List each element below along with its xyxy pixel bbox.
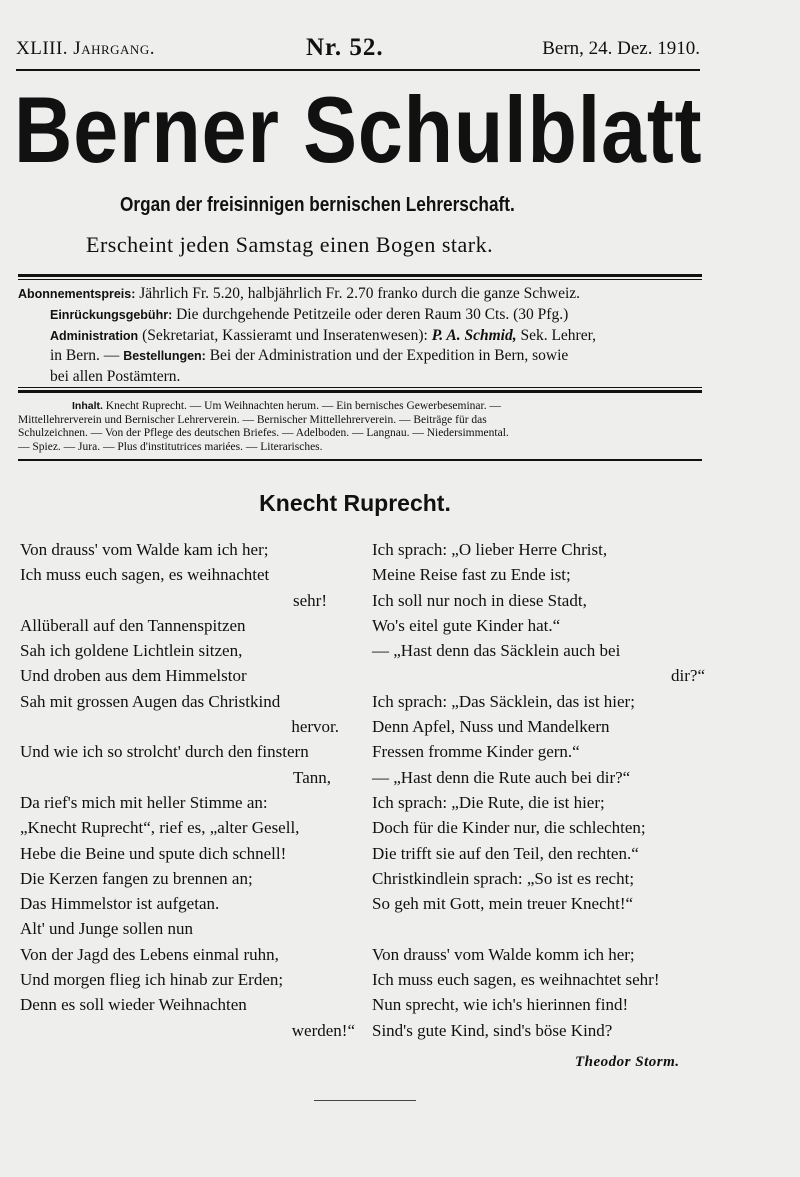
ein-text: Die durchgehende Petitzeile oder deren Raum 30 Cts. (30 Pfg.) [176, 305, 569, 323]
volume-label: XLIII. Jahrgang. [16, 38, 155, 59]
poem-line: Die Kerzen fangen zu brennen an; [20, 868, 253, 888]
poem-line: — „Hast denn das Säcklein auch bei [372, 641, 621, 661]
poem-line: Tann, [293, 767, 331, 787]
abo-text: Jährlich Fr. 5.20, halbjährlich Fr. 2.70 franko durch die ganze Schweiz. [139, 285, 581, 302]
table-of-contents [18, 400, 708, 454]
contents-bottom-rule [18, 459, 702, 461]
issue-header [16, 34, 700, 66]
poem-line: Alt' und Junge sollen nun [20, 919, 194, 939]
poem-line: Meine Reise fast zu Ende ist; [372, 565, 571, 585]
poem-line: „Knecht Ruprecht“, rief es, „alter Gesell, [20, 818, 300, 838]
masthead-subtitle: Organ der freisinnigen bernischen Lehrerschaft. [120, 194, 515, 216]
masthead-title: Berner Schulblatt [14, 77, 703, 182]
poem-line: Ich soll nur noch in diese Stadt, [372, 590, 587, 610]
ein-label: Einrückungsgebühr: [50, 307, 173, 322]
double-rule-top-thin [18, 279, 702, 280]
contents-text: Knecht Ruprecht. — Um Weihnachten herum. — Ein bernisches Gewerbeseminar. — [105, 400, 501, 412]
poem-line: Ich sprach: „Die Rute, die ist hier; [372, 792, 605, 812]
best-pre: in Bern. — [50, 347, 120, 365]
poem-left-column [20, 537, 355, 1043]
poem-line: Die trifft sie auf den Teil, den rechten.“ [372, 843, 639, 863]
end-rule [314, 1100, 416, 1101]
info-line-abo [18, 284, 708, 305]
poem-line: Doch für die Kinder nur, die schlechten; [372, 818, 646, 838]
poem-line: dir?“ [671, 666, 705, 686]
contents-line: Schulzeichnen. — Von der Pflege des deutschen Briefes. — Adelboden. — Langnau. — Niedersimmental. [18, 427, 509, 439]
poem-line: Das Himmelstor ist aufgetan. [20, 894, 220, 914]
double-rule-mid [18, 390, 702, 393]
poem-line: hervor. [291, 717, 339, 737]
best-label: Bestellungen: [123, 349, 206, 364]
poem-line: Allüberall auf den Tannenspitzen [20, 615, 246, 635]
publication-frequency: Erscheint jeden Samstag einen Bogen stark. [86, 232, 494, 257]
adm-name: P. A. Schmid, [431, 326, 517, 344]
issue-number: Nr. 52. [306, 34, 384, 61]
poem-line: Sind's gute Kind, sind's böse Kind? [372, 1020, 613, 1040]
poem-line: Von der Jagd des Lebens einmal ruhn, [20, 944, 279, 964]
poem-line: Von drauss' vom Walde kam ich her; [20, 540, 269, 559]
poem-line: Und wie ich so strolcht' durch den finstern [20, 742, 309, 762]
poem-line: werden!“ [291, 1020, 355, 1040]
poem-line: Ich muss euch sagen, es weihnachtet [20, 565, 270, 585]
poem-line: Ich muss euch sagen, es weihnachtet sehr! [372, 970, 660, 990]
double-rule-mid-thin [18, 387, 702, 388]
adm-text2: Sek. Lehrer, [520, 326, 597, 344]
contents-line: — Spiez. — Jura. — Plus d'institutrices mariées. — Literarisches. [18, 440, 323, 453]
poem-line: sehr! [293, 590, 327, 610]
info-line-ein [18, 305, 708, 326]
poem-line: Ich sprach: „Das Säcklein, das ist hier; [372, 691, 635, 711]
contents-label: Inhalt. [72, 400, 103, 412]
poem-line: Denn Apfel, Nuss und Mandelkern [372, 717, 610, 737]
adm-text: (Sekretariat, Kassieramt und Inseratenwesen): [142, 326, 428, 344]
poem-line: — „Hast denn die Rute auch bei dir?“ [372, 767, 631, 787]
poem-line: Und morgen flieg ich hinab zur Erden; [20, 970, 284, 990]
adm-label: Administration [50, 328, 139, 343]
contents-line: Mittellehrerverein und Bernischer Lehrerverein. — Bernischer Mittellehrerverein. — Beiträge für das [18, 413, 487, 426]
info-line-best [18, 346, 708, 367]
poem-line: Sah ich goldene Lichtlein sitzen, [20, 641, 243, 661]
info-line-post: bei allen Postämtern. [50, 368, 181, 386]
poem-line: Denn es soll wieder Weihnachten [20, 995, 247, 1015]
poem-line: Christkindlein sprach: „So ist es recht; [372, 868, 635, 888]
poem-author: Theodor Storm. [575, 1054, 680, 1070]
poem-line: Fressen fromme Kinder gern.“ [372, 742, 580, 762]
poem-line: Da rief's mich mit heller Stimme an: [20, 792, 268, 812]
poem-line: Nun sprecht, wie ich's hierinnen find! [372, 995, 629, 1015]
stanza-gap [372, 916, 705, 941]
double-rule-top [18, 274, 702, 277]
subscription-info [18, 284, 708, 388]
poem-line: Und droben aus dem Himmelstor [20, 666, 247, 686]
poem-line: Sah mit grossen Augen das Christkind [20, 691, 281, 711]
abo-label: Abonnementspreis: [18, 287, 136, 301]
poem-line: Wo's eitel gute Kinder hat.“ [372, 615, 561, 635]
poem-line: Hebe die Beine und spute dich schnell! [20, 843, 287, 863]
contents-line [18, 400, 708, 414]
poem-title: Knecht Ruprecht. [259, 490, 451, 516]
issue-date: Bern, 24. Dez. 1910. [542, 38, 700, 59]
poem-line: Ich sprach: „O lieber Herre Christ, [372, 540, 608, 559]
best-text: Bei der Administration und der Expedition in Bern, sowie [209, 347, 569, 365]
poem-line: So geh mit Gott, mein treuer Knecht!“ [372, 894, 634, 914]
poem-line: Von drauss' vom Walde komm ich her; [372, 944, 635, 964]
poem-right-column [372, 537, 705, 1043]
info-line-adm [18, 326, 708, 347]
